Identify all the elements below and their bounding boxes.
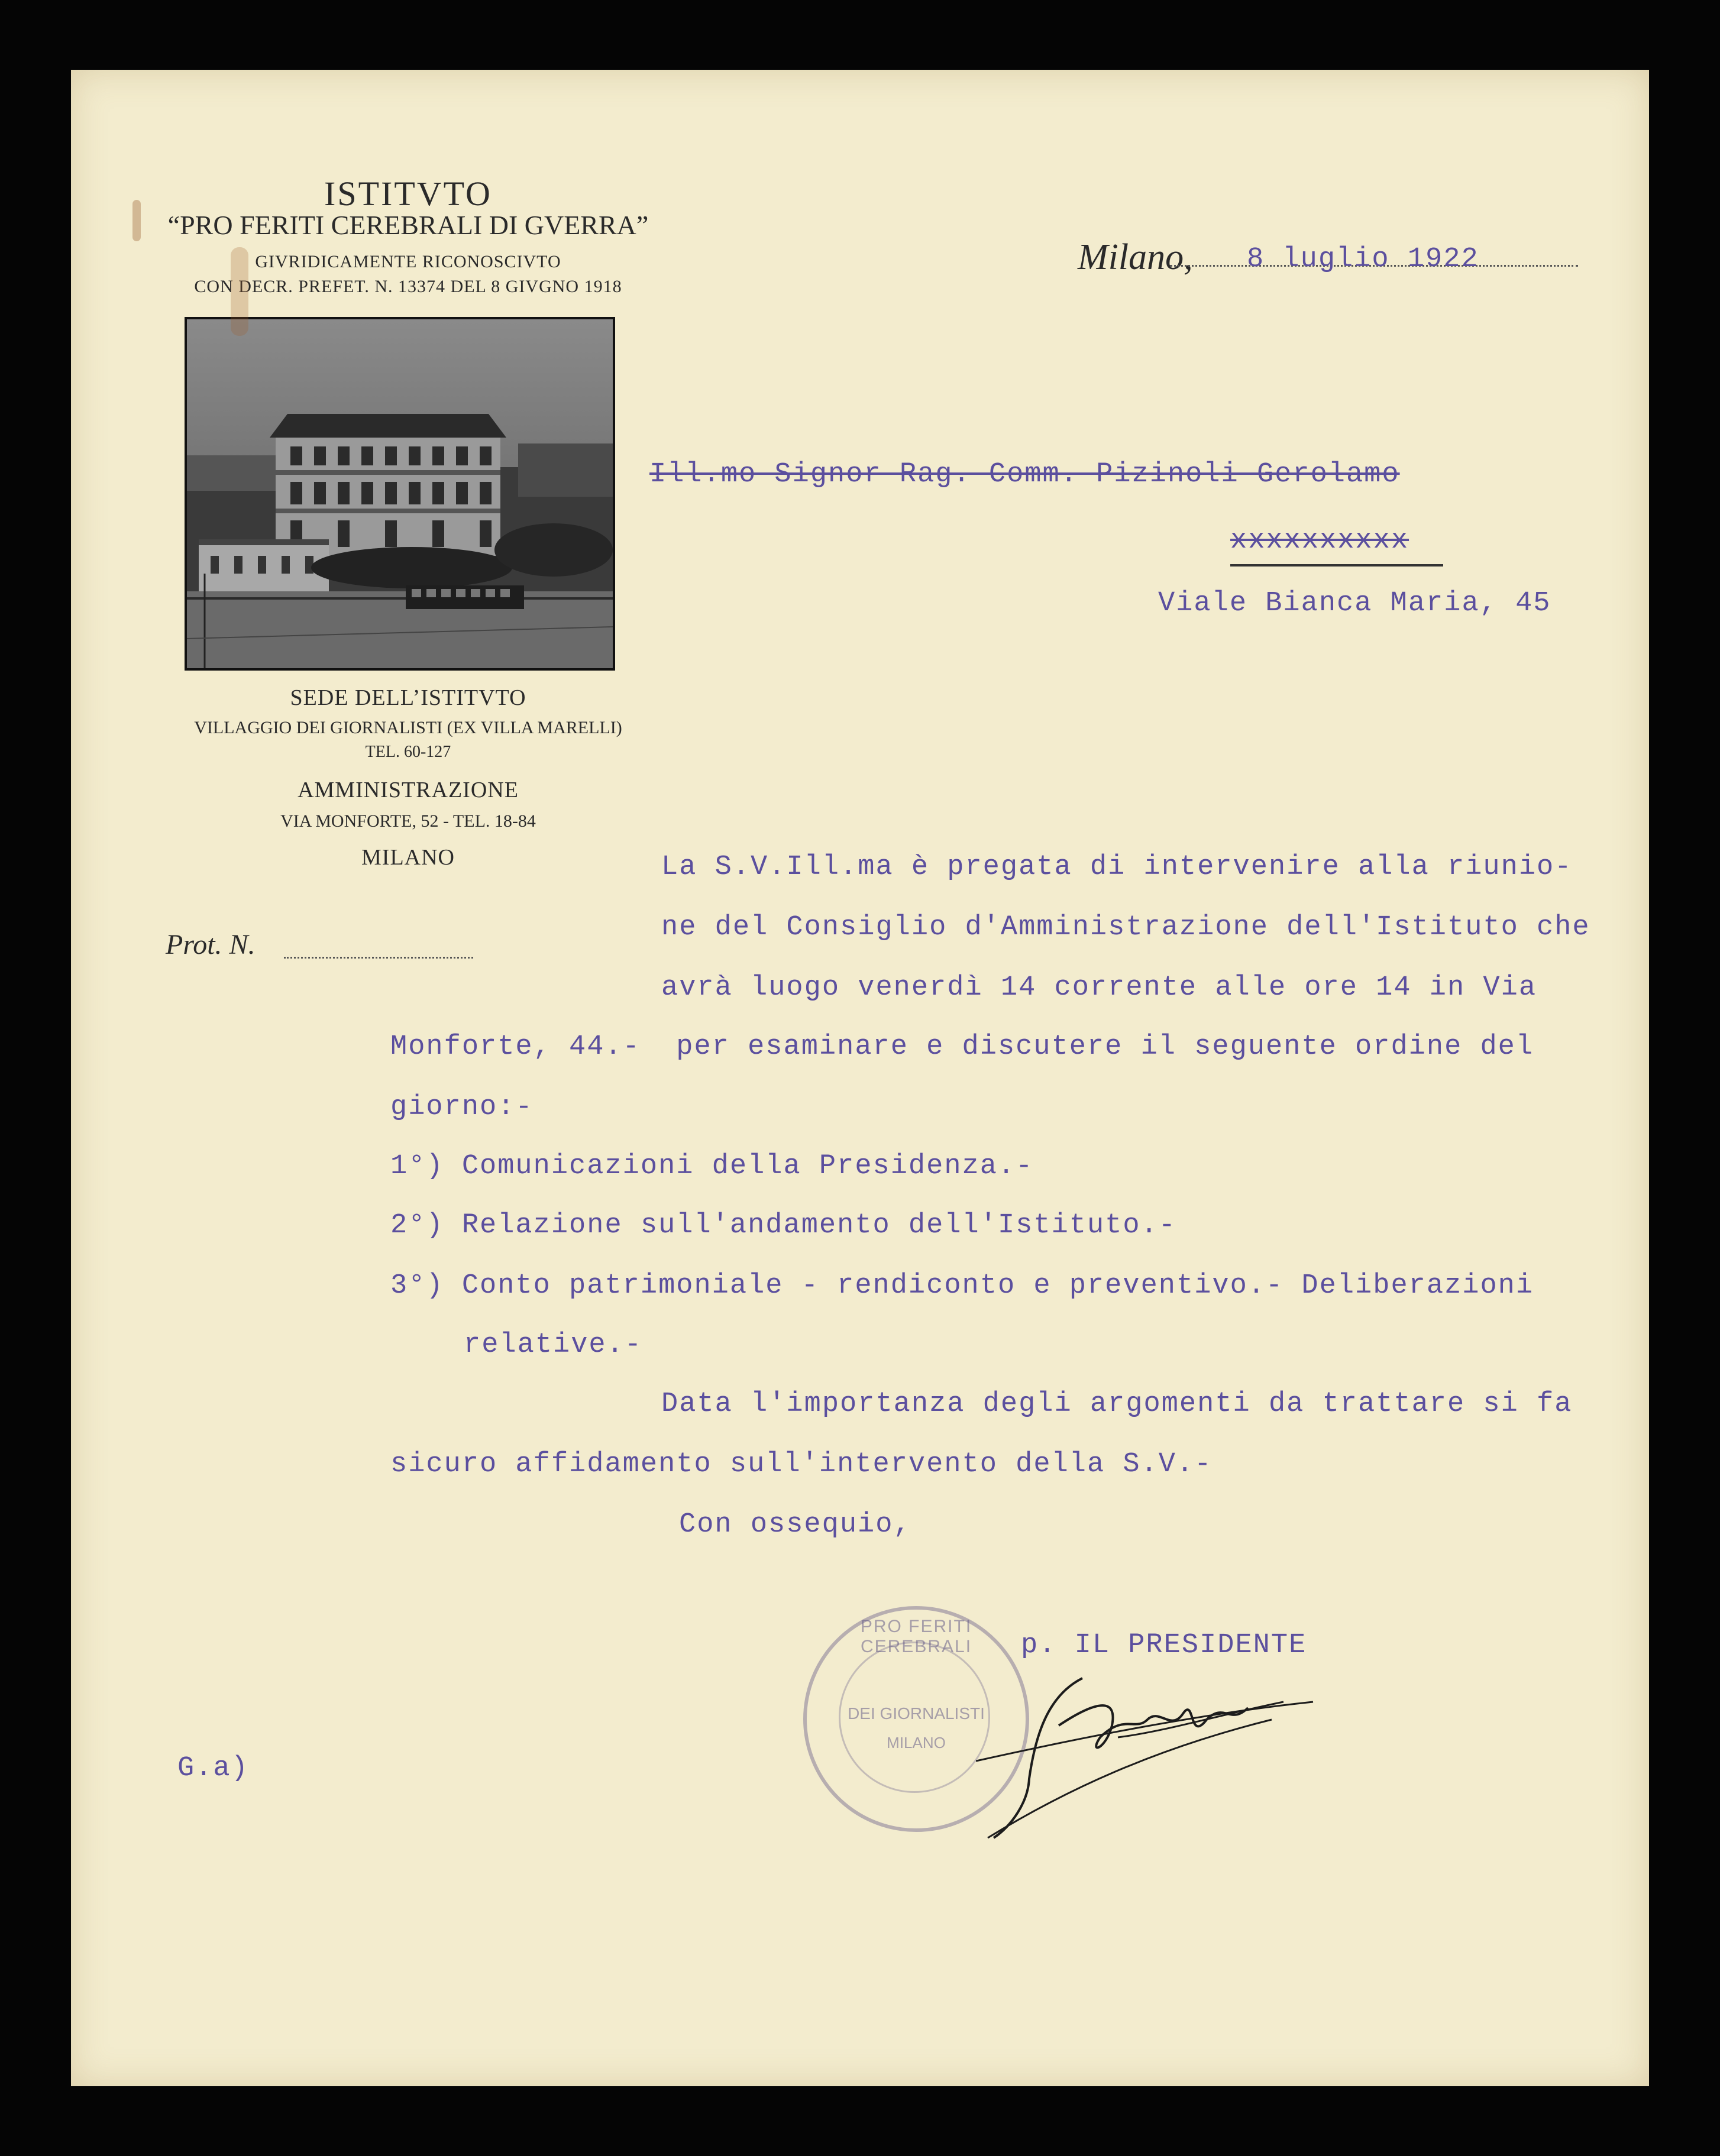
- legal-recognition-line: GIVRIDICAMENTE RICONOSCIVTO: [255, 252, 561, 271]
- agenda-item: 3°) Conto patrimoniale - rendiconto e preventivo.- Deliberazioni: [390, 1270, 1534, 1302]
- agenda-item-continuation: relative.-: [464, 1329, 643, 1361]
- institute-subtitle: “PRO FERITI CEREBRALI DI GVERRA”: [167, 210, 649, 240]
- body-line: sicuro affidamento sull'intervento della S.V.-: [390, 1449, 1213, 1480]
- body-line: avrà luogo venerdì 14 corrente alle ore 14 in Via: [661, 972, 1537, 1003]
- letter-paper: [71, 70, 1649, 2086]
- body-line: La S.V.Ill.ma è pregata di intervenire alla riunio-: [661, 852, 1573, 883]
- protocol-label: Prot. N.: [166, 929, 256, 960]
- rust-stain: [132, 200, 141, 241]
- decree-line: CON DECR. PREFET. N. 13374 DEL 8 GIVGNO 1918: [194, 277, 622, 296]
- institute-title: ISTITVTO: [324, 174, 492, 213]
- dateline-place: Milano,: [1078, 237, 1193, 277]
- dateline-date: 8 luglio 1922: [1247, 244, 1479, 275]
- administration-heading: AMMINISTRAZIONE: [298, 778, 519, 802]
- sede-address: VILLAGGIO DEI GIORNALISTI (EX VILLA MARELLI): [194, 718, 622, 737]
- rust-stain: [231, 247, 248, 336]
- letterhead-city: MILANO: [361, 845, 455, 870]
- stamp-ring-text: PRO FERITI CEREBRALI: [860, 1617, 972, 1656]
- protocol-dotted-line: [284, 957, 473, 959]
- closing-salutation: Con ossequio,: [679, 1509, 911, 1540]
- recipient-name-struck: Ill.mo Signor Rag. Comm. Pizinoli Gerolamo: [649, 459, 1400, 490]
- president-signature: [976, 1660, 1461, 1850]
- typist-initials: G.a): [177, 1753, 249, 1784]
- sede-heading: SEDE DELL’ISTITVTO: [290, 685, 526, 710]
- body-line: Monforte, 44.- per esaminare e discutere il seguente ordine del: [390, 1031, 1534, 1063]
- signatory-label: p. IL PRESIDENTE: [1021, 1630, 1307, 1661]
- agenda-item: 1°) Comunicazioni della Presidenza.-: [390, 1151, 1034, 1182]
- stamp-center-text: DEI GIORNALISTI: [848, 1704, 985, 1723]
- recipient-underline: [1230, 564, 1443, 566]
- agenda-item: 2°) Relazione sull'andamento dell'Istituto.-: [390, 1210, 1177, 1241]
- body-line: Data l'importanza degli argomenti da trattare si fa: [661, 1388, 1573, 1420]
- recipient-line-struck: xxxxxxxxxx: [1230, 525, 1409, 556]
- recipient-street: Viale Bianca Maria, 45: [1158, 588, 1551, 619]
- sede-phone: TEL. 60-127: [365, 743, 451, 761]
- body-line: ne del Consiglio d'Amministrazione dell'Istituto che: [661, 912, 1590, 943]
- stamp-city-text: MILANO: [887, 1734, 946, 1752]
- administration-address: VIA MONFORTE, 52 - TEL. 18-84: [280, 811, 536, 831]
- institute-building-photo: [185, 317, 615, 671]
- body-line: giorno:-: [390, 1092, 534, 1123]
